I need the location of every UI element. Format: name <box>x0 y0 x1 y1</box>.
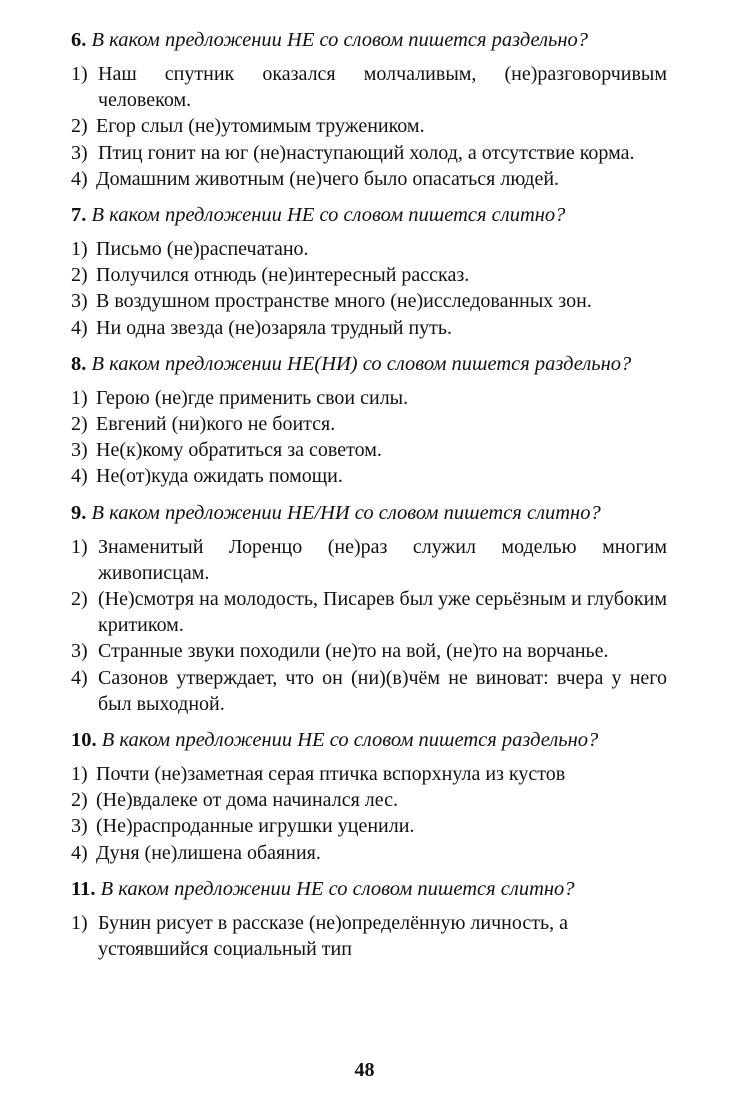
option-text: Почти (не)заметная серая птичка вспорхнула из кустов <box>96 763 566 786</box>
question-prompt: В каком предложении НЕ со словом пишется слитно? <box>100 877 575 900</box>
option-text: Сазонов утверждает, что он (ни)(в)чём не виноват: вчера у него был выходной. <box>98 666 667 715</box>
answer-option <box>71 288 667 314</box>
answer-option <box>71 534 667 586</box>
answer-option <box>71 638 667 664</box>
option-number: 1) <box>71 535 88 558</box>
answer-option <box>71 665 667 717</box>
answer-options <box>71 385 667 490</box>
option-number: 1) <box>71 63 88 85</box>
answer-options <box>71 61 667 192</box>
option-number: 3) <box>71 439 88 462</box>
option-text: Егор слыл (не)утомимым тружеником. <box>96 115 425 138</box>
question-number: 11. <box>71 877 96 900</box>
answer-option <box>71 437 667 463</box>
answer-option <box>71 61 667 113</box>
option-text: Евгений (ни)кого не боится. <box>96 413 336 436</box>
option-number: 1) <box>71 238 88 261</box>
question-prompt: В каком предложении НЕ(НИ) со словом пишется раздельно? <box>91 352 632 375</box>
question-number: 8. <box>71 352 87 375</box>
question-title <box>71 499 667 527</box>
option-number: 1) <box>71 763 88 786</box>
option-number: 3) <box>71 290 88 313</box>
option-number: 1) <box>71 386 88 409</box>
option-number: 4) <box>71 316 88 339</box>
option-text: В воздушном пространстве много (не)исследованных зон. <box>96 290 592 313</box>
question-title <box>71 350 667 378</box>
answer-option <box>71 113 667 139</box>
option-text: Ни одна звезда (не)озаряла трудный путь. <box>96 316 453 339</box>
answer-option <box>71 586 667 638</box>
question-title <box>71 726 667 754</box>
question-title <box>71 201 667 229</box>
option-number: 4) <box>71 465 88 488</box>
answer-option <box>71 761 667 787</box>
answer-option <box>71 140 667 166</box>
option-number: 4) <box>71 167 88 190</box>
question-9 <box>71 499 667 717</box>
option-text: Знаменитый Лоренцо (не)раз служил моделью многим живописцам. <box>98 535 667 584</box>
option-text: Наш спутник оказался молчаливым, (не)разговорчивым человеком. <box>98 63 667 112</box>
option-text: Герою (не)где применить свои силы. <box>96 386 409 409</box>
answer-option <box>71 813 667 839</box>
option-number: 2) <box>71 264 88 287</box>
question-11 <box>71 875 667 962</box>
option-number: 1) <box>71 911 88 934</box>
question-8 <box>71 350 667 490</box>
question-6 <box>71 26 667 192</box>
option-text: Странные звуки походили (не)то на вой, (не)то на ворчанье. <box>98 640 609 663</box>
option-text: Домашним животным (не)чего было опасаться людей. <box>96 167 560 190</box>
question-title <box>71 26 667 54</box>
answer-options <box>71 534 667 717</box>
option-text: Птиц гонит на юг (не)наступающий холод, а отсутствие корма. <box>98 141 635 164</box>
option-text: Дуня (не)лишена обаяния. <box>96 841 321 864</box>
option-number: 3) <box>71 815 88 838</box>
option-text: Бунин рисует в рассказе (не)определённую личность, а устоявшийся социальный тип <box>98 911 568 961</box>
answer-option <box>71 910 628 962</box>
question-number: 9. <box>71 501 87 524</box>
question-7 <box>71 201 667 341</box>
question-prompt: В каком предложении НЕ со словом пишется раздельно? <box>91 29 589 51</box>
question-prompt: В каком предложении НЕ со словом пишется слитно? <box>91 204 566 227</box>
answer-options <box>71 910 667 962</box>
question-prompt: В каком предложении НЕ/НИ со словом пишется слитно? <box>91 501 601 524</box>
answer-options <box>71 236 667 341</box>
option-number: 2) <box>71 588 88 611</box>
answer-option <box>71 463 667 489</box>
option-number: 3) <box>71 640 88 663</box>
question-number: 7. <box>71 204 87 227</box>
option-text: Не(к)кому обратиться за советом. <box>96 439 382 462</box>
answer-option <box>71 787 667 813</box>
option-number: 4) <box>71 666 88 689</box>
question-number: 6. <box>71 29 87 51</box>
option-text: (Не)смотря на молодость, Писарев был уже серьёзным и глубоким критиком. <box>98 588 667 637</box>
answer-option <box>71 385 667 411</box>
question-10 <box>71 726 667 866</box>
question-prompt: В каком предложении НЕ со словом пишется раздельно? <box>101 729 599 752</box>
option-text: Получился отнюдь (не)интересный рассказ. <box>96 264 470 287</box>
answer-option <box>71 166 667 192</box>
answer-option <box>71 840 667 866</box>
option-text: Письмо (не)распечатано. <box>96 238 309 261</box>
answer-option <box>71 411 667 437</box>
option-number: 2) <box>71 115 88 138</box>
answer-option <box>71 315 667 341</box>
option-text: (Не)вдалеке от дома начинался лес. <box>96 789 399 812</box>
option-text: (Не)распроданные игрушки уценили. <box>96 815 415 838</box>
page-number: 48 <box>354 1059 375 1081</box>
exercise-page <box>71 26 667 971</box>
option-number: 3) <box>71 141 88 164</box>
option-number: 4) <box>71 841 88 864</box>
option-number: 2) <box>71 789 88 812</box>
question-number: 10. <box>71 729 97 752</box>
answer-option <box>71 262 667 288</box>
option-number: 2) <box>71 413 88 436</box>
option-text: Не(от)куда ожидать помощи. <box>96 465 343 488</box>
answer-option <box>71 236 667 262</box>
question-title <box>71 875 667 903</box>
answer-options <box>71 761 667 866</box>
